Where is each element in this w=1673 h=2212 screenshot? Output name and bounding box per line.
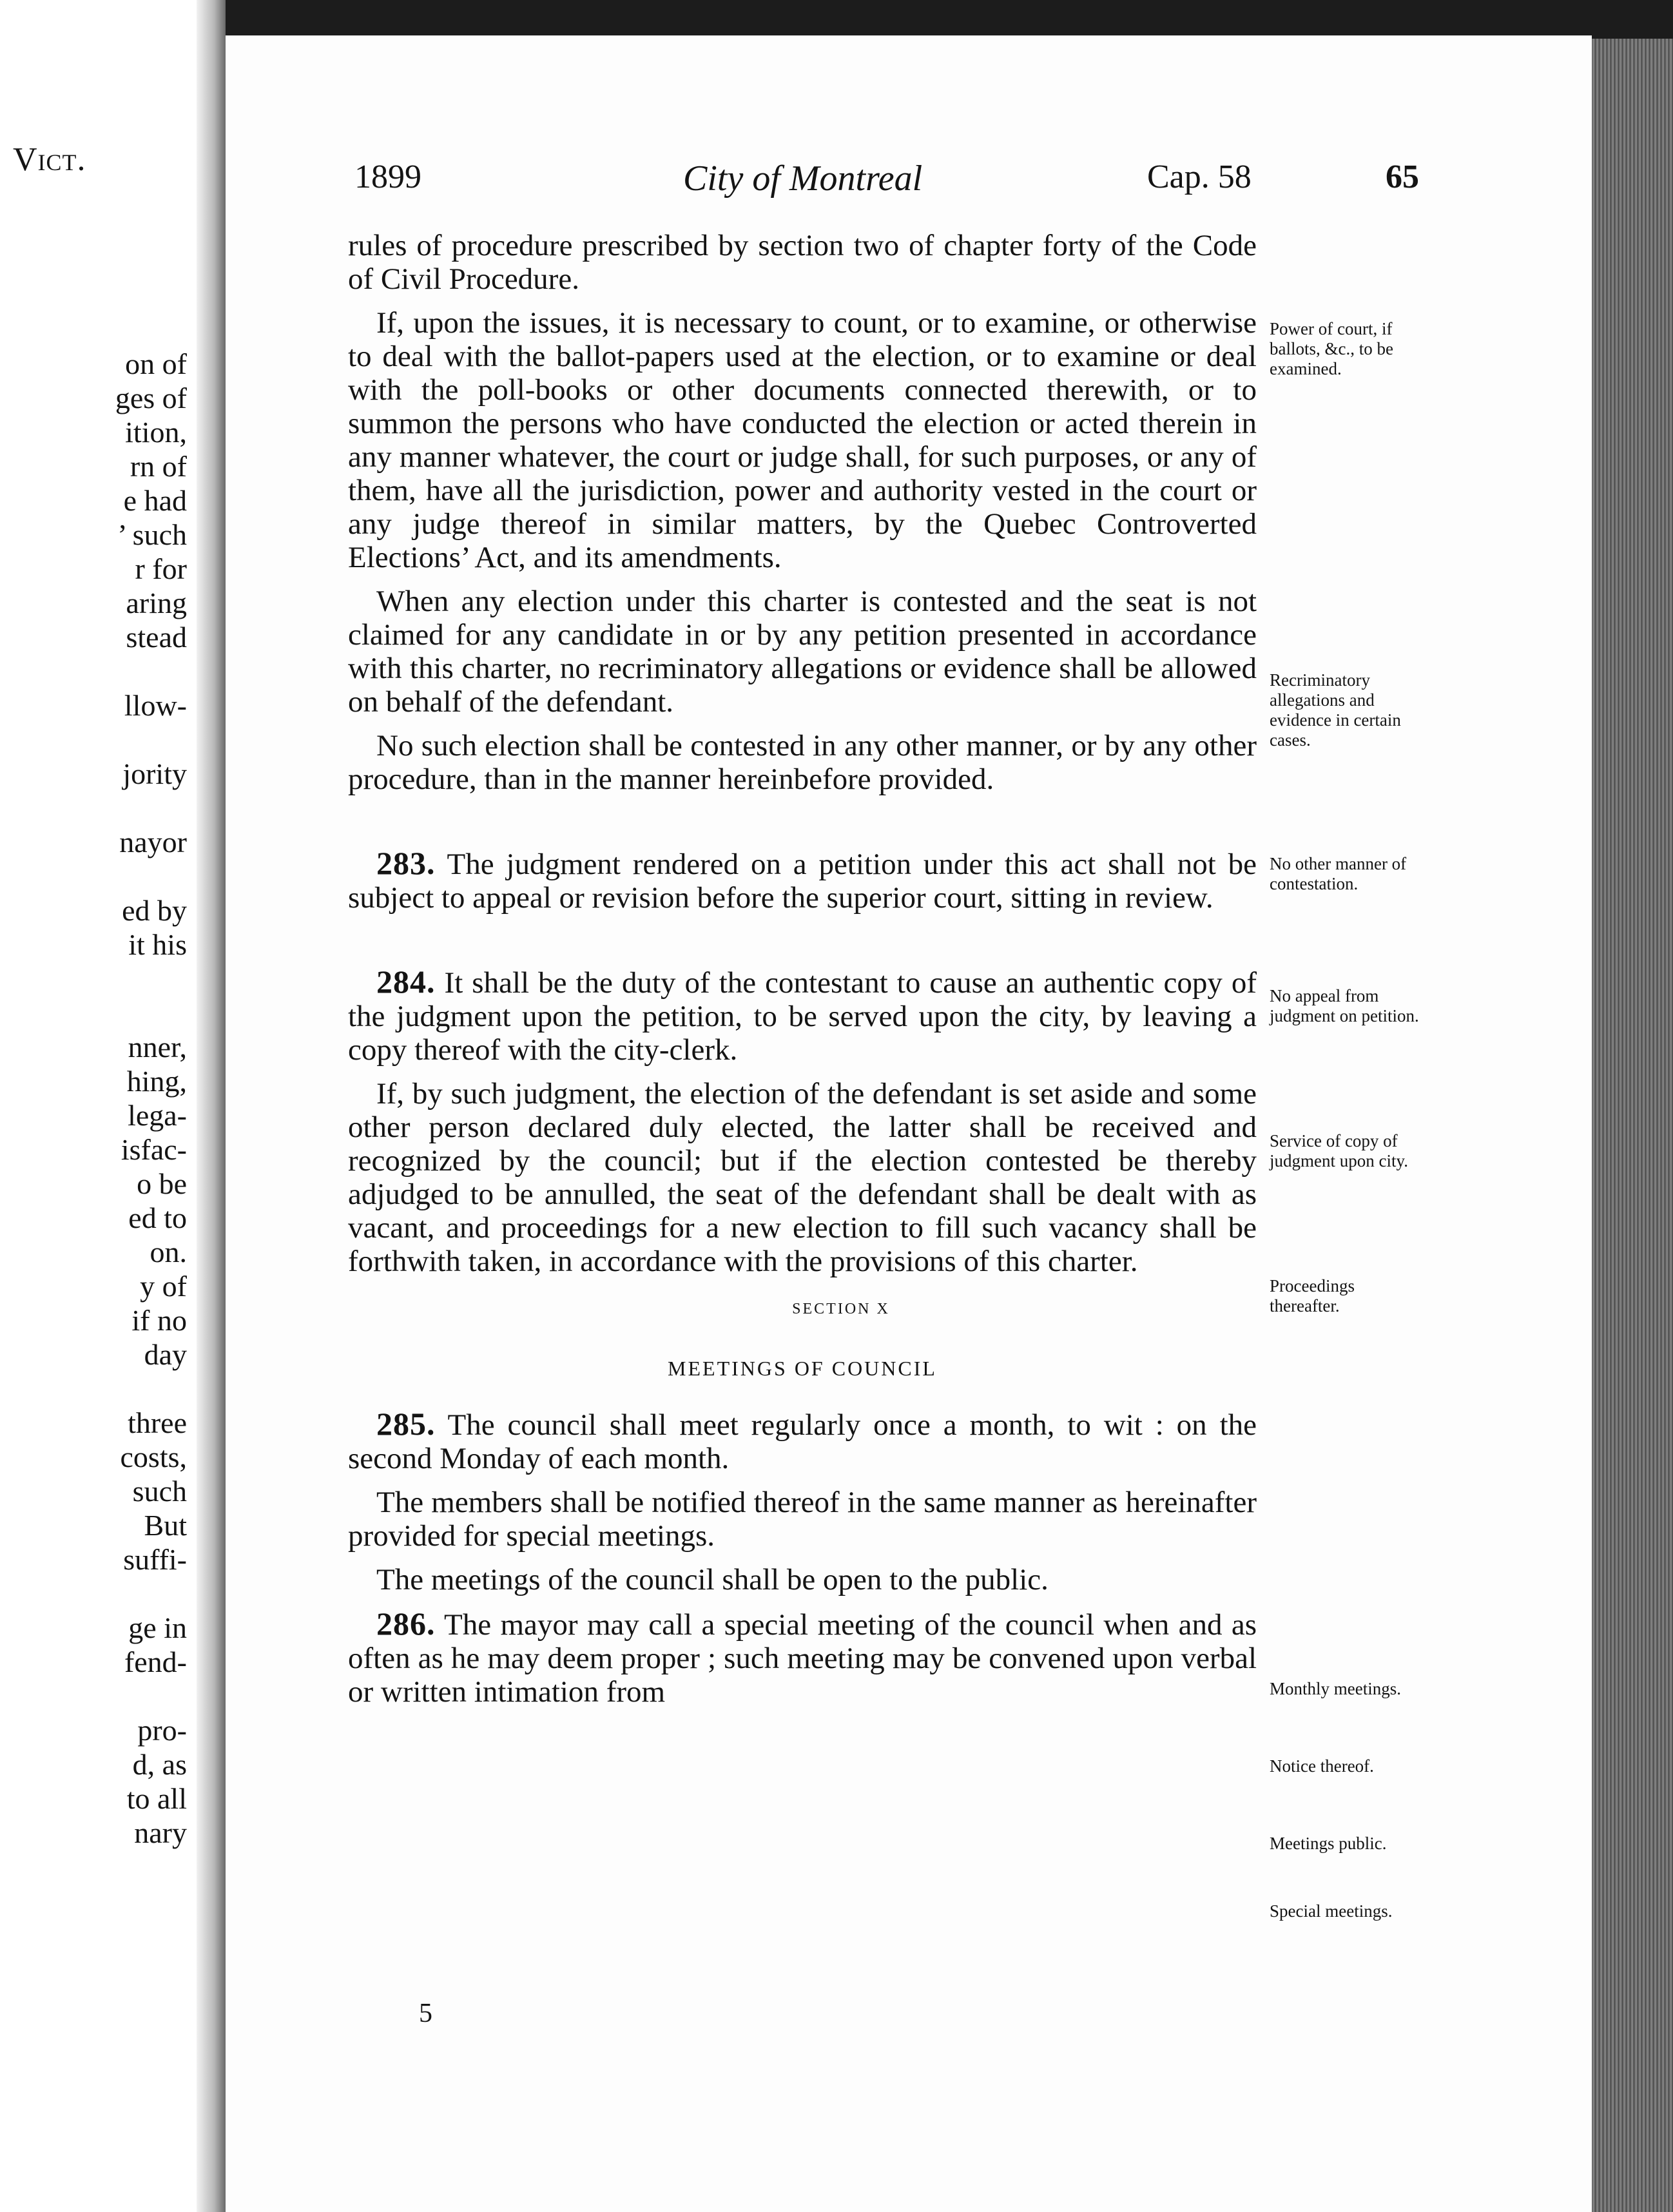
book-page — [226, 35, 1592, 2212]
section-number: 285. — [376, 1406, 436, 1442]
section-283 — [348, 846, 1257, 915]
previous-page-line: ’ such — [117, 518, 187, 551]
previous-page-line: llow- — [124, 689, 187, 722]
previous-page-line: suffi- — [123, 1543, 187, 1576]
section-text: The mayor may call a special meeting of the council when and as often as he may deem proper ; such meeting may be convened upon verbal or written intimation from — [348, 1608, 1257, 1709]
margin-note: Monthly meetings. — [1270, 1679, 1401, 1698]
previous-page-line: jority — [122, 757, 187, 790]
margin-note: Recriminatory allegations and evidence in certain cases. — [1270, 670, 1401, 750]
section-title: MEETINGS OF COUNCIL — [668, 1357, 937, 1380]
previous-page-line — [115, 1577, 187, 1611]
previous-page-line: day — [144, 1338, 187, 1371]
previous-page-line: rn of — [130, 450, 187, 483]
margin-note: Proceedings thereafter. — [1270, 1276, 1355, 1315]
page-stack-edge — [1592, 39, 1673, 2212]
previous-page-line — [115, 962, 187, 996]
previous-page-line: y of — [140, 1270, 187, 1303]
section-number: 286. — [376, 1606, 436, 1642]
previous-page — [0, 0, 213, 2212]
previous-page-line: ges of — [115, 382, 187, 414]
previous-page-line: pro- — [137, 1714, 187, 1747]
section-text: The council shall meet regularly once a month, to wit : on the second Monday of each month. — [348, 1408, 1257, 1475]
previous-page-header: Vict. — [13, 141, 86, 178]
previous-page-line: ed to — [128, 1201, 187, 1234]
section-number: 283. — [376, 845, 436, 881]
paragraph: No such election shall be contested in any other manner, or by any other procedure, than in the manner hereinbefore provided. — [348, 729, 1257, 796]
previous-page-line: ition, — [125, 416, 187, 449]
margin-note: Service of copy of judgment upon city. — [1270, 1131, 1408, 1170]
previous-page-line: three — [128, 1406, 187, 1439]
previous-page-line: r for — [135, 552, 187, 585]
previous-page-line: it his — [128, 928, 187, 961]
margin-note: Notice thereof. — [1270, 1756, 1374, 1776]
section-text: The judgment rendered on a petition under this act shall not be subject to appeal or revision before the superior court, sitting in review. — [348, 848, 1257, 915]
chapter-number: Cap. 58 — [1147, 159, 1252, 195]
previous-page-line: nary — [134, 1816, 187, 1849]
previous-page-line: o be — [137, 1167, 187, 1200]
previous-page-line — [115, 654, 187, 688]
previous-page-line — [115, 1372, 187, 1406]
previous-page-line: on of — [125, 347, 187, 380]
running-title: City of Montreal — [683, 159, 923, 199]
previous-page-line: ed by — [122, 894, 187, 927]
previous-page-line: stead — [126, 621, 187, 654]
previous-page-line: hing, — [126, 1065, 187, 1098]
paragraph: If, upon the issues, it is necessary to count, or to examine, or otherwise to deal with the ballot-papers used at the election, or to examine or deal with the poll-books or other documents connected therewith, or to summon the persons who have conducted the election or acted therein in any manner whatever, the court or judge shall, for such purposes, or any of them, have all the jurisdiction, power and authority vested in the court or any judge thereof in similar matters, by the Quebec Controverted Elections’ Act, and its amendments. — [348, 306, 1257, 574]
previous-page-line — [115, 723, 187, 757]
section-284 — [348, 965, 1257, 1067]
section-286 — [348, 1607, 1257, 1709]
previous-page-line: ge in — [128, 1611, 187, 1644]
previous-page-line — [115, 1679, 187, 1713]
header-year: 1899 — [354, 159, 421, 195]
previous-page-line: such — [132, 1475, 187, 1508]
section-label: SECTION X — [792, 1301, 890, 1317]
margin-note: No appeal from judgment on petition. — [1270, 986, 1419, 1025]
margin-note: No other manner of contestation. — [1270, 854, 1407, 893]
paragraph: When any election under this charter is contested and the seat is not claimed for any candidate in or by any petition presented in accordance with this charter, no recriminatory allegations or evidence shall be allowed on behalf of the defendant. — [348, 585, 1257, 719]
page-number: 65 — [1386, 159, 1419, 195]
section-285 — [348, 1407, 1257, 1475]
previous-page-text — [115, 347, 187, 1850]
section-text: It shall be the duty of the contestant to cause an authentic copy of the judgment upon the petition, to be served upon the city, by leaving a copy thereof with the city-clerk. — [348, 966, 1257, 1067]
paragraph: rules of procedure prescribed by section two of chapter forty of the Code of Civil Procedure. — [348, 229, 1257, 296]
previous-page-line: fend- — [124, 1645, 187, 1678]
previous-page-line: on. — [150, 1236, 187, 1268]
paragraph: The members shall be notified thereof in the same manner as hereinafter provided for special meetings. — [348, 1486, 1257, 1553]
page-body — [348, 229, 1257, 1719]
previous-page-line — [115, 791, 187, 825]
book-gutter — [197, 0, 226, 2212]
previous-page-line: to all — [126, 1782, 187, 1815]
previous-page-line — [115, 996, 187, 1030]
previous-page-line: e had — [123, 484, 187, 517]
previous-page-line: isfac- — [121, 1133, 187, 1166]
previous-page-line: aring — [126, 587, 187, 619]
previous-page-line: nner, — [128, 1031, 187, 1063]
previous-page-line: d, as — [132, 1748, 187, 1781]
section-number: 284. — [376, 964, 436, 1000]
margin-note: Special meetings. — [1270, 1901, 1393, 1921]
previous-page-line: lega- — [128, 1099, 187, 1132]
previous-page-line: nayor — [119, 826, 187, 859]
signature-mark: 5 — [419, 1999, 432, 2028]
paragraph: If, by such judgment, the election of the defendant is set aside and some other person declared duly elected, the latter shall be received and recognized by the council; but if the election contested be thereby adjudged to be annulled, the seat of the defendant shall be dealt with as vacant, and proceedings for a new election to fill such vacancy shall be forthwith taken, in accordance with the provisions of this charter. — [348, 1077, 1257, 1278]
margin-note: Meetings public. — [1270, 1834, 1387, 1853]
previous-page-line: costs, — [120, 1441, 187, 1473]
margin-note: Power of court, if ballots, &c., to be examined. — [1270, 319, 1393, 378]
paragraph: The meetings of the council shall be open to the public. — [376, 1563, 1049, 1596]
previous-page-line — [115, 859, 187, 893]
previous-page-line: But — [144, 1509, 187, 1542]
previous-page-line: if no — [131, 1304, 187, 1337]
